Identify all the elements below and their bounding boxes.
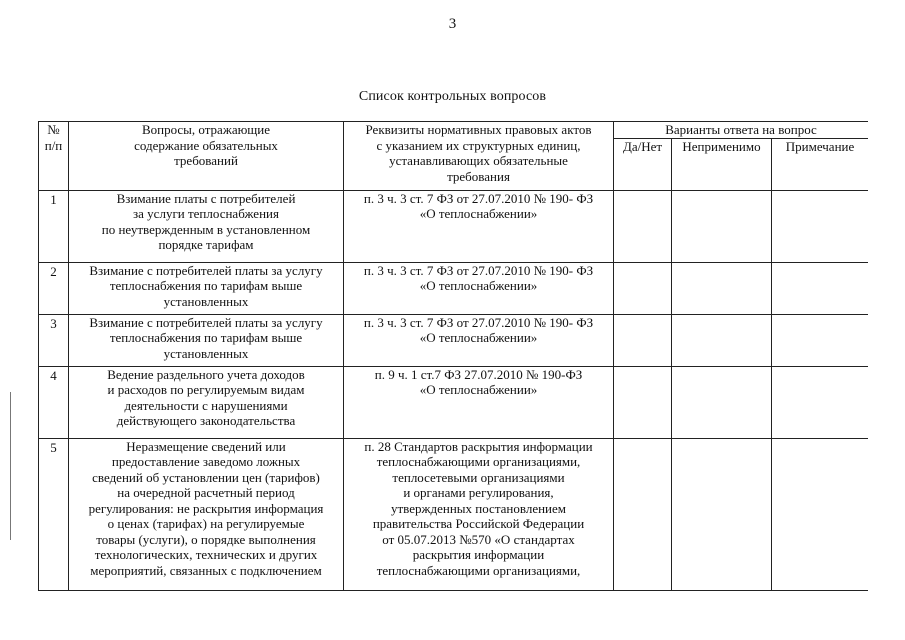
document-title: Список контрольных вопросов xyxy=(358,89,547,104)
header-answer-options: Варианты ответа на вопрос xyxy=(614,122,869,139)
row-note-cell[interactable] xyxy=(772,366,869,438)
scan-margin-line xyxy=(10,392,11,540)
header-not-applicable: Неприменимо xyxy=(672,138,772,190)
row-yes-no-cell[interactable] xyxy=(614,366,672,438)
header-number: № п/п xyxy=(39,122,69,191)
row-not-applicable-cell[interactable] xyxy=(672,314,772,366)
header-questions: Вопросы, отражающие содержание обязательных требований xyxy=(69,122,344,191)
row-question: Взимание с потребителей платы за услугу теплоснабжения по тарифам выше установленных xyxy=(69,314,344,366)
row-note-cell[interactable] xyxy=(772,438,869,591)
row-not-applicable-cell[interactable] xyxy=(672,262,772,314)
row-requisite: п. 3 ч. 3 ст. 7 ФЗ от 27.07.2010 № 190- ФЗ «О теплоснабжении» xyxy=(344,314,614,366)
row-requisite: п. 9 ч. 1 ст.7 ФЗ 27.07.2010 № 190-ФЗ «О теплоснабжении» xyxy=(344,366,614,438)
table-row xyxy=(39,262,869,314)
row-requisite: п. 28 Стандартов раскрытия информации теплоснабжающими организациями, теплосетевыми организациями и органами регулирования, утвержденных постановлением правительства Российской Федерации от 05.07.2013 №570 «О стандартах раскрытия информации теплоснабжающими организациями, xyxy=(344,438,614,591)
row-number: 1 xyxy=(39,190,69,262)
row-note-cell[interactable] xyxy=(772,262,869,314)
header-yes-no: Да/Нет xyxy=(614,138,672,190)
page-number: 3 xyxy=(448,16,457,32)
table-row xyxy=(39,438,869,591)
row-note-cell[interactable] xyxy=(772,314,869,366)
row-question: Неразмещение сведений или предоставление заведомо ложных сведений об установлении цен (тарифов) на очередной расчетный период регулирования: не раскрытия информация о ценах (тарифах) на регулируемые товары (услуги), о порядке выполнения технологических, технических и других мероприятий, связанных с подключением xyxy=(69,438,344,591)
table-row xyxy=(39,366,869,438)
header-note: Примечание xyxy=(772,138,869,190)
table-row xyxy=(39,190,869,262)
row-number: 2 xyxy=(39,262,69,314)
row-number: 5 xyxy=(39,438,69,591)
row-question: Взимание платы с потребителей за услуги теплоснабжения по неутвержденным в установленном порядке тарифам xyxy=(69,190,344,262)
row-number: 3 xyxy=(39,314,69,366)
row-number: 4 xyxy=(39,366,69,438)
row-question: Взимание с потребителей платы за услугу теплоснабжения по тарифам выше установленных xyxy=(69,262,344,314)
row-requisite: п. 3 ч. 3 ст. 7 ФЗ от 27.07.2010 № 190- ФЗ «О теплоснабжении» xyxy=(344,190,614,262)
row-not-applicable-cell[interactable] xyxy=(672,438,772,591)
row-not-applicable-cell[interactable] xyxy=(672,366,772,438)
header-requisites: Реквизиты нормативных правовых актов с указанием их структурных единиц, устанавливающих обязательные требования xyxy=(344,122,614,191)
row-requisite: п. 3 ч. 3 ст. 7 ФЗ от 27.07.2010 № 190- ФЗ «О теплоснабжении» xyxy=(344,262,614,314)
table-row xyxy=(39,314,869,366)
row-yes-no-cell[interactable] xyxy=(614,190,672,262)
row-yes-no-cell[interactable] xyxy=(614,438,672,591)
control-questions-table xyxy=(38,121,868,591)
row-yes-no-cell[interactable] xyxy=(614,314,672,366)
row-yes-no-cell[interactable] xyxy=(614,262,672,314)
control-questions-table-wrapper xyxy=(38,121,868,591)
row-note-cell[interactable] xyxy=(772,190,869,262)
row-question: Ведение раздельного учета доходов и расходов по регулируемым видам деятельности с нарушениями действующего законодательства xyxy=(69,366,344,438)
row-not-applicable-cell[interactable] xyxy=(672,190,772,262)
